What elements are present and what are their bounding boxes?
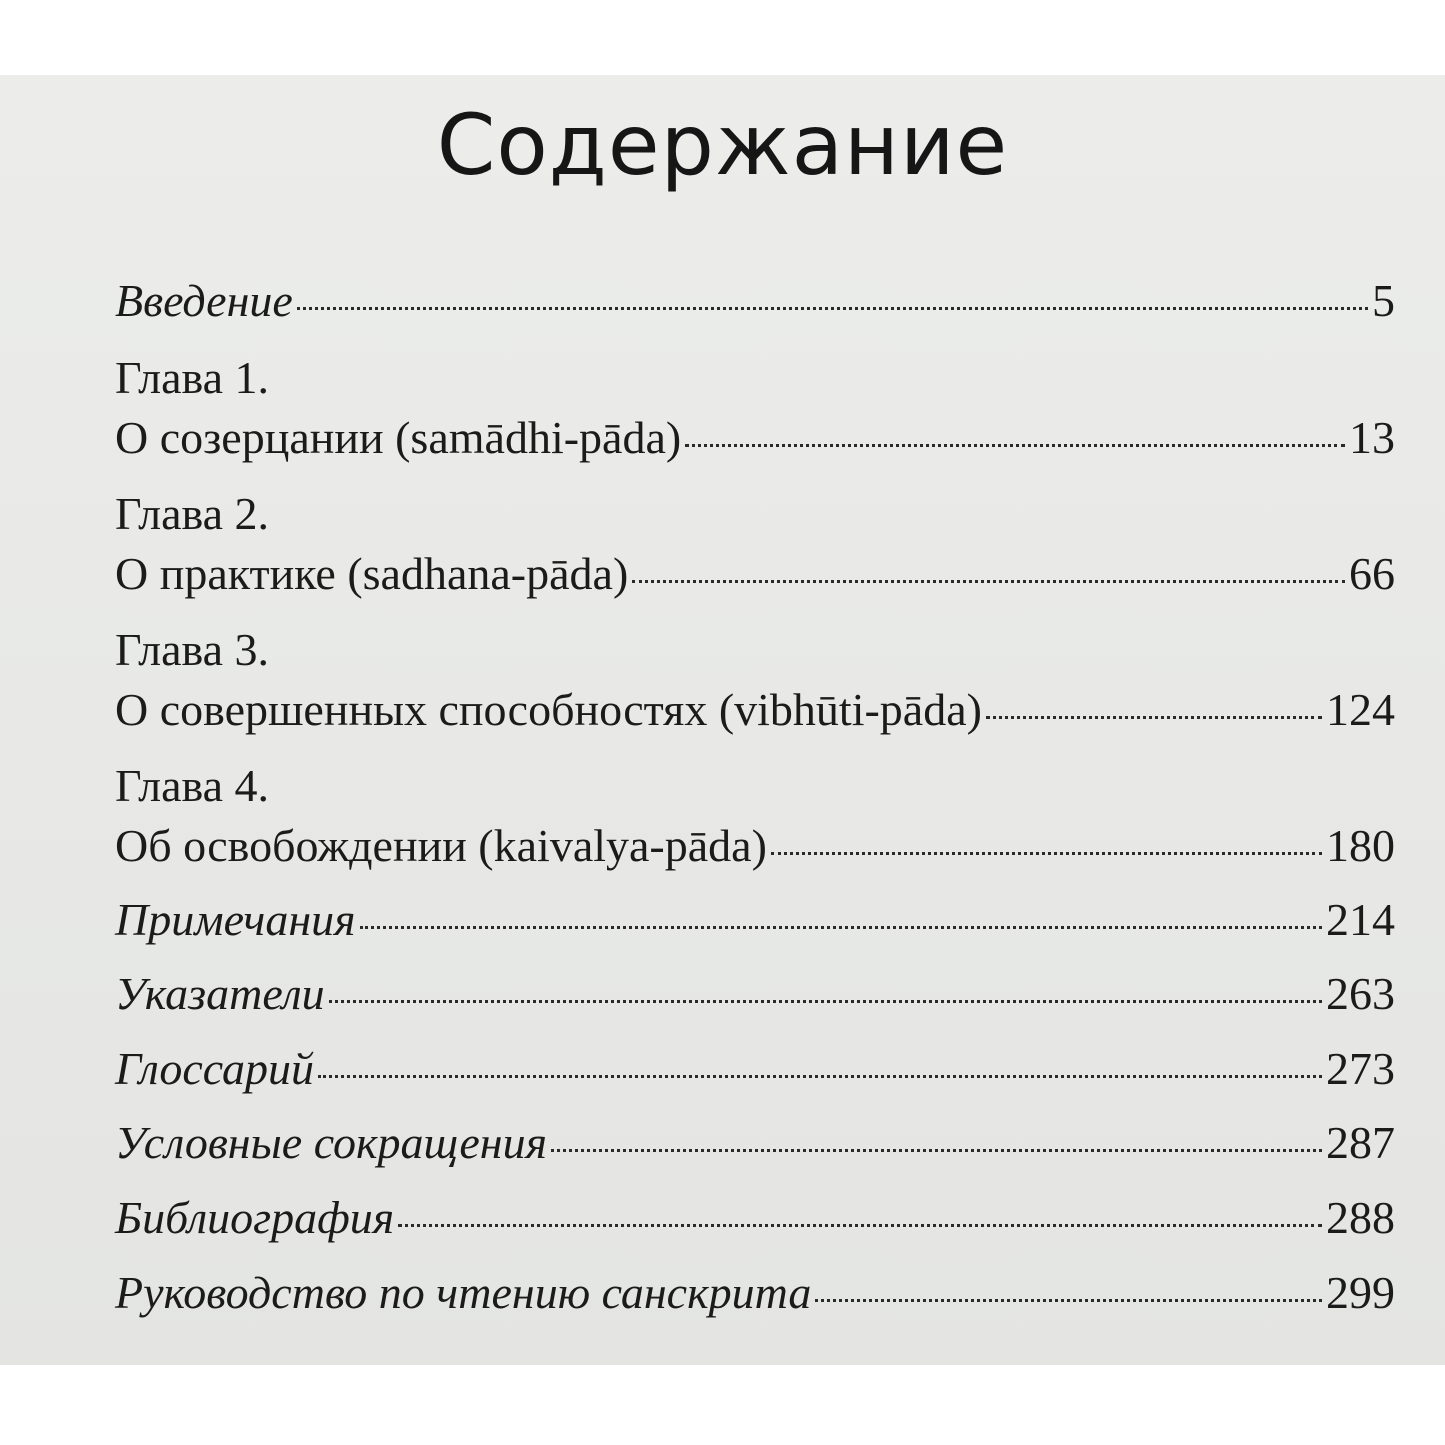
dot-leader <box>360 926 1322 929</box>
toc-page-number: 180 <box>1326 820 1395 871</box>
chapter-2-label: Глава 2. <box>115 488 270 539</box>
toc-entry-title: Об освобождении (kaivalya-pāda) <box>115 820 767 871</box>
toc-page-number: 287 <box>1326 1117 1395 1168</box>
dot-leader <box>771 852 1322 855</box>
toc-entry-sanskrit-guide <box>115 1267 1395 1318</box>
toc-entry-title: О созерцании (samādhi-pāda) <box>115 412 682 463</box>
toc-entry-notes <box>115 894 1395 945</box>
toc-entry-title: Глоссарий <box>115 1043 314 1094</box>
toc-entry-introduction <box>115 275 1395 326</box>
dot-leader <box>815 1299 1322 1302</box>
toc-entry-indexes <box>115 968 1395 1019</box>
toc-entry-title: Библиография <box>115 1192 395 1243</box>
toc-page-number: 288 <box>1326 1192 1395 1243</box>
dot-leader <box>632 580 1345 583</box>
toc-page-number: 263 <box>1326 968 1395 1019</box>
chapter-1-label: Глава 1. <box>115 352 270 403</box>
toc-entry-glossary <box>115 1043 1395 1094</box>
toc-entry-title: Примечания <box>115 894 356 945</box>
toc-entry-abbreviations <box>115 1117 1395 1168</box>
toc-entry-title: Руководство по чтению санскрита <box>115 1267 812 1318</box>
page-title: Содержание <box>436 96 1009 194</box>
toc-page-number: 214 <box>1326 894 1395 945</box>
toc-page-number: 124 <box>1326 684 1395 735</box>
toc-entry-chapter-3 <box>115 684 1395 735</box>
dot-leader <box>318 1075 1322 1078</box>
toc-entry-title: Условные сокращения <box>115 1117 547 1168</box>
chapter-3-label: Глава 3. <box>115 624 270 675</box>
toc-entry-title: О практике (sadhana-pāda) <box>115 548 629 599</box>
toc-entry-bibliography <box>115 1192 1395 1243</box>
toc-page-number: 13 <box>1349 412 1395 463</box>
toc-entry-chapter-1 <box>115 412 1395 463</box>
toc-entry-title: О совершенных способностях (vibhūti-pāda) <box>115 684 982 735</box>
dot-leader <box>551 1149 1322 1152</box>
toc-entry-chapter-4 <box>115 820 1395 871</box>
dot-leader <box>329 1000 1322 1003</box>
dot-leader <box>297 307 1368 310</box>
toc-page-number: 299 <box>1326 1267 1395 1318</box>
toc-page-number: 5 <box>1372 275 1395 326</box>
toc-entry-title: Указатели <box>115 968 325 1019</box>
toc-entry-title: Введение <box>115 275 293 326</box>
dot-leader <box>986 716 1322 719</box>
toc-entry-chapter-2 <box>115 548 1395 599</box>
toc-page-number: 66 <box>1349 548 1395 599</box>
toc-page-number: 273 <box>1326 1043 1395 1094</box>
dot-leader <box>685 444 1345 447</box>
book-page <box>0 75 1445 1365</box>
dot-leader <box>398 1224 1322 1227</box>
chapter-4-label: Глава 4. <box>115 760 270 811</box>
